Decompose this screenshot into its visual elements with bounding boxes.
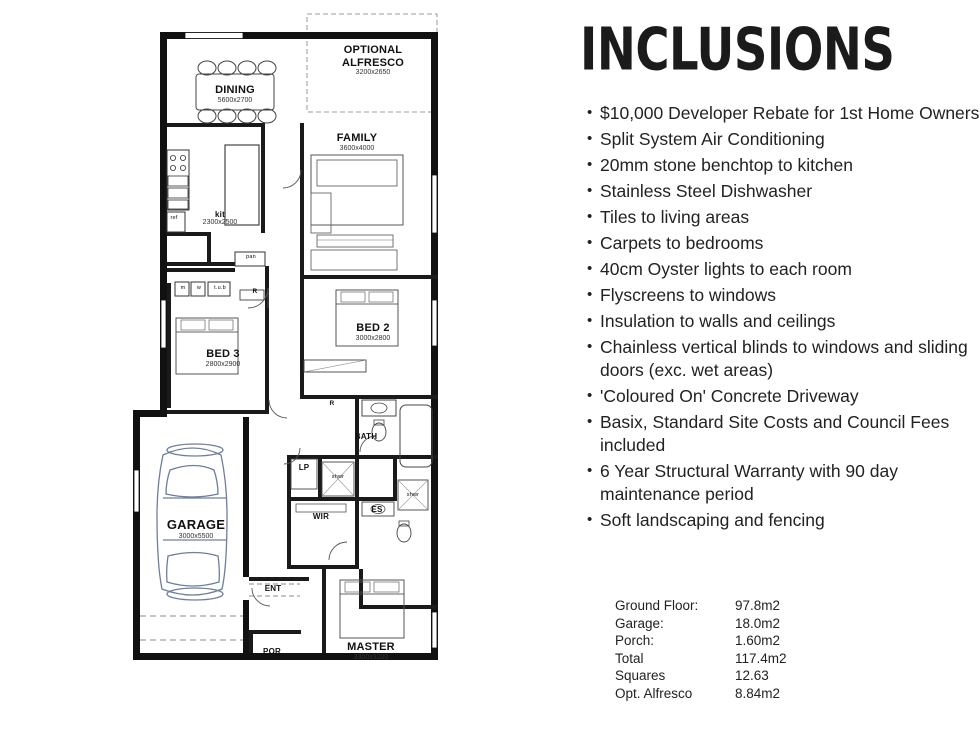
area-label: Porch: xyxy=(615,633,655,648)
room-label-entry: ENT xyxy=(264,584,282,593)
area-label: Opt. Alfresco xyxy=(615,685,693,701)
washer-marker: w xyxy=(196,285,202,291)
room-label-kitchen: kit 2300x2500 xyxy=(202,210,238,227)
table-row xyxy=(615,597,787,615)
area-value: 8.84m2 xyxy=(735,685,781,701)
pantry-marker: pan xyxy=(246,254,256,260)
room-label-ensuite: ES xyxy=(371,505,383,514)
room-label-wir: WIR xyxy=(312,512,330,521)
robe-marker-bed3: R xyxy=(252,288,258,295)
list-item: • Split System Air Conditioning xyxy=(587,128,980,151)
tub-marker: t.u.b xyxy=(214,285,226,291)
area-value: 117.4m2 xyxy=(735,650,787,666)
list-item: • Flyscreens to windows xyxy=(587,284,980,307)
room-label-bed2: BED 2 3000x2800 xyxy=(355,322,391,342)
table-row xyxy=(615,615,787,633)
room-label-alfresco: OPTIONAL ALFRESCO 3200x2650 xyxy=(341,44,405,77)
list-item: • Basix, Standard Site Costs and Council Fees included xyxy=(587,411,980,457)
room-label-bath: BATH xyxy=(354,432,378,441)
table-row xyxy=(615,650,787,668)
area-label: Garage: xyxy=(615,615,664,631)
shower-marker-bath: shwr xyxy=(331,474,345,480)
list-item: • $10,000 Developer Rebate for 1st Home Owners xyxy=(587,102,980,125)
robe-marker-bed2: R xyxy=(329,400,335,407)
room-label-garage: GARAGE 3000x5500 xyxy=(166,517,226,540)
area-value: 18.0m2 xyxy=(735,615,781,631)
list-item: • Soft landscaping and fencing xyxy=(587,509,980,532)
area-label: Squares xyxy=(615,668,666,683)
area-value: 1.60m2 xyxy=(735,633,781,648)
inclusions-pane xyxy=(565,0,980,729)
area-value: 97.8m2 xyxy=(735,598,781,613)
list-item: • Stainless Steel Dishwasher xyxy=(587,180,980,203)
room-label-dining: DINING 5600x2700 xyxy=(215,84,255,104)
room-label-bed3: BED 3 2800x2900 xyxy=(205,348,241,368)
room-label-linen-press: LP xyxy=(298,463,310,472)
room-label-master: MASTER 3300x3200 xyxy=(347,641,395,661)
list-item: • 'Coloured On' Concrete Driveway xyxy=(587,385,980,408)
page-title: INCLUSIONS xyxy=(580,16,895,85)
shower-marker-ensuite: shwr xyxy=(406,492,420,498)
area-schedule xyxy=(615,597,787,702)
list-item: • Insulation to walls and ceilings xyxy=(587,310,980,333)
list-item: • 40cm Oyster lights to each room xyxy=(587,258,980,281)
fridge-marker: ref xyxy=(170,215,178,221)
list-item: • Tiles to living areas xyxy=(587,206,980,229)
inclusions-list xyxy=(587,102,980,532)
list-item: • 6 Year Structural Warranty with 90 day maintenance period xyxy=(587,460,980,506)
list-item: • Carpets to bedrooms xyxy=(587,232,980,255)
table-row xyxy=(615,667,787,685)
washing-machine-marker: m xyxy=(180,285,186,291)
list-item: • 20mm stone benchtop to kitchen xyxy=(587,154,980,177)
list-item: • Chainless vertical blinds to windows and sliding doors (exc. wet areas) xyxy=(587,336,980,382)
area-schedule-table xyxy=(615,597,787,702)
area-label: Ground Floor: xyxy=(615,598,699,613)
area-label: Total xyxy=(615,650,644,666)
area-value: 12.63 xyxy=(735,668,769,683)
room-label-porch: POR xyxy=(263,647,281,656)
table-row xyxy=(615,685,787,703)
room-label-family: FAMILY 3600x4000 xyxy=(336,132,378,152)
table-row xyxy=(615,632,787,650)
